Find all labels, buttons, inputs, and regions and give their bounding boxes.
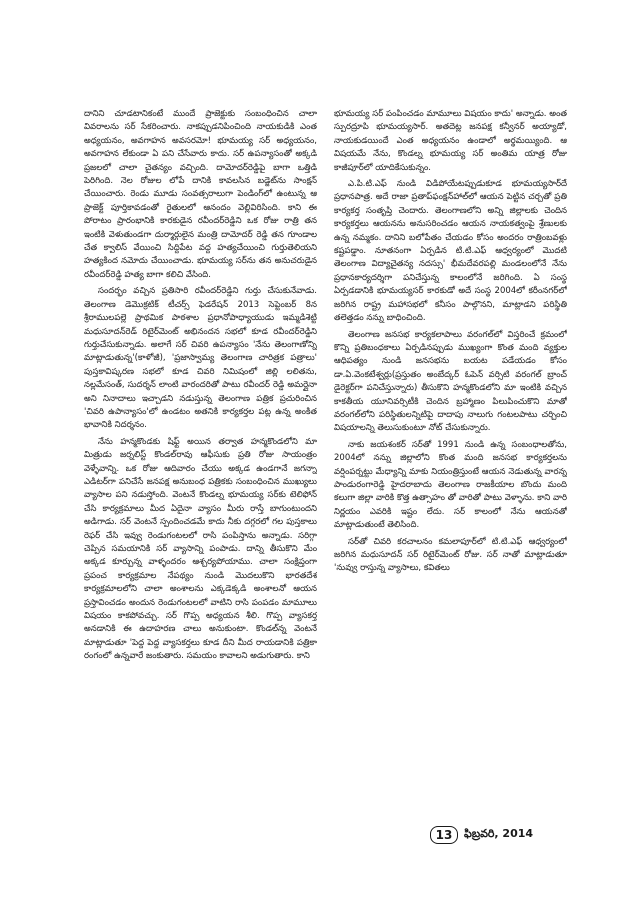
article-paragraph: సందర్భం వచ్చిన ప్రతిసారి రవీందర్‌రెడ్డిని గుర్తు చేసుకునేవాడు. తెలంగాణ డెమొక్రటిక్ టీచర్స్ ఫెడరేషన్ 2013 సెప్టెంబర్ 8న శ్రీరాములపల్లె ప్రాథమిక పాఠశాల ప్రధానోపాధ్యాయుడు ఇమ్మడిశెట్టి మధుసూదన్‌రెడ్ రిటైర్‌మెంట్ అభినందన సభలో కూడ రవీందర్‌రెడ్డిని గుర్తుచేసుకున్నాడు. అలాగే సర్ చివరి ఉపన్యాసం 'నేను తెలంగాణోన్ని మాట్లాడుతున్న'(కాళోజీ), 'ప్రజాస్వామ్య తెలంగాణ చారిత్రక పత్రాలు' పుస్తకావిష్కరణ సభలో కూడ చివరి నిమిషంలో జిల్లి లలితను, నల్లమేసంత్, సుదర్శన్ లాంటి వారందరితో పాటు రవీందర్ రెడ్డి అమర్లైనా అని నినాదాలు ఇచ్చాడని నడుస్తున్న తెలంగాణ పత్రిక ప్రచురించిన 'చివరి ఉపాన్యాసం'లో ఉండటం అతనికి కార్యకర్తల పట్ల ఉన్న అంకిత భావానికి నిదర్శనం. bbox=[84, 286, 317, 431]
left-text-column bbox=[84, 108, 317, 820]
article-paragraph: ఎ.పి.టి.ఎఫ్ నుండి విడిపోయేటప్పుడుకూడ భూమయ్యసార్‌దే ప్రధానపాత్ర. అదే రాజా ప్రతాప్‌ఫంక్షన్‌హాల్‌లో ఆయన పెట్టిన చర్చతో ప్రతి కార్యకర్త సంతృప్తి చెందారు. తెలంగాణలోని అన్ని జిల్లాలకు చెందిన కార్యకర్తలు ఆయనను అనుసరించడం ఆయన నాయకత్వంపై శ్రేణులకు ఉన్న నమ్మకం. దానిని బలోపేతం చేయడం కోసం అందరం రాత్రింబవళ్లు కష్టపడ్డాం. నూతనంగా ఏర్పడిన టి.టి.ఎఫ్ ఆధ్వర్యంలో మొదటి తెలంగాణ విద్యాచైతన్య నదస్సు' భీమదేవరపల్లి మండలంలోనే నేను ప్రధానకార్యదర్శిగా పనిచేస్తున్న కాలంలోనే జరిగింది. ఏ సంస్థ ఏర్పడడానికి భూమయ్యసర్ కారకుడో అదే సంస్థ 2004లో కరీంనగర్‌లో జరిగిన రాష్ట్ర మహాసభలో కనీసం పాల్గొనని, మాట్లాడని పరిస్థితి తలెత్తడం నన్ను బాధించింది. bbox=[334, 179, 567, 324]
article-paragraph: భూమయ్య సర్ పంపించడం మామూలు విషయం కాదు' అన్నాడు. అంత స్పురద్రూపి భూమయ్యసార్. అతదెట్ల జనపక్ష కన్వీనర్ అయ్యాడో, నాయకుడయిందే ఎంత అధ్యయనం ఉండాలో అర్థమయ్యింది. ఆ విషయమే నేను, కొండల్న భూమయ్య సర్ అంతిమ యాత్ర రోజు కాజీపూర్‌లో యాదికేసుకున్నం. bbox=[334, 109, 567, 173]
page-number: 13 bbox=[430, 826, 458, 844]
page-footer bbox=[430, 826, 533, 844]
article-paragraph: నేను హన్మకొండకు షిఫ్ట్ అయిన తర్వాత హన్మకొండలోని మా మిత్రుడు జర్నలిస్ట్ కొండల్‌రావు ఆఫీసుకు ప్రతి రోజు సాయంత్రం వెళ్ళేవాన్ని. ఒక రోజు ఆదివారం చేయు అక్కడ ఉండగానే జగన్నా ఎడిటర్‌గా పనిచేసే జనపక్ష అనుబంధ పత్రికకు సంబంధించిన ముఖ్యులు వ్యాసాల పని నడుస్తోంది. వెంటనే కొండల్న భూమయ్య సర్‌కు టెలిఫోన్ చేసి కార్యక్రమాలు మీద ఏదైనా వ్యాసం మీరు రాస్తే బాగుంటుందని అడిగాడు. సర్ వెంటనే స్పందించడమే కాదు నీకు దగ్గరలో గల పుస్తకాలు రెఫర్ చేసి ఇవ్వు రెండుగంటలలో రాసి పంపిస్తాను అన్నాడు. సరిగ్గా చెప్పిన సమయానికి సర్ వ్యాసాన్ని పంపాడు. దాన్ని తీసుకొని మేం అక్కడ కూర్చున్న వాళ్ళందరం ఆశ్చర్యపోయాము. చాలా సంక్షిప్తంగా ప్రపంచ కార్యక్రమాల నేపథ్యం నుండి మొదలుకొని భారతదేశ కార్యక్రమాలలోని చాలా అంశాలను ఎక్కడెక్కడి అంశాలనో ఆయన ప్రస్తావించడం అందున రెండుగంటలలో వాటిని రాసి పంపడం మామూలు విషయం కాకపోవచ్చు. సర్ గొప్ప అధ్యయన శీలి. గొప్ప వ్యాసకర్త అనడానికి ఈ ఉదాహరణ చాలు అనుకుంటా. కొండల్‌న్న వెంటనే మాట్లాడుతూ 'పెద్ద పెద్ద వ్యాసకర్తలు కూడ దీని మీద రాయడానికి పత్రికా రంగంలో ఉన్నవారే జంకుతారు. సమయం కావాలని అడుగుతారు. కాని bbox=[84, 436, 317, 662]
issue-date: ఫిబ్రవరి, 2014 bbox=[464, 827, 534, 840]
article-paragraph: నాకు జయశంకర్ సర్‌తో 1991 నుండి ఉన్న సంబంధాలతోను, 2004లో నన్ను జిల్లాలోని కొంత మంది జనసభ కార్యకర్తలను వర్షింపర్నట్టు మేధ్యాన్ని మాకు నియంత్రిస్తుంటే ఆయన నెడుతున్న వారన్న పాండురంగారెడ్డి హైదరాబాదు తెలంగాణ రాజకీయాల బొందు మంది కలుగా జిల్లా వారికి కొత్త ఉత్సాహం తో వారితో పాటు వెళ్ళాను. కాని వారి నిర్ణయం ఎవరికి ఇష్టం లేదు. సర్ కాలంలో నేను ఆయనతో మాట్లాడుతుంటే తెలిసింది. bbox=[334, 439, 567, 531]
article-paragraph: సర్‌తో చివరి కరచాలనం కమలాపూర్‌లో టి.టి.ఎఫ్ ఆధ్వర్యంలో జరిగిన మధుసూదన్ సర్ రిటైర్‌మెంట్ రోజు. సర్ నాతో మాట్లాడుతూ 'నువ్వు రాస్తున్న వ్యాసాలు, కవితలు bbox=[334, 536, 567, 574]
right-text-column bbox=[334, 108, 567, 820]
article-paragraph: తెలంగాణ జనసభ కార్యకలాపాలు వరంగల్‌లో విస్తరించే క్రమంలో కొన్ని ప్రతిబంధకాలు ఏర్పడినప్పుడు ముఖ్యంగా కొంత మంది వ్యక్తుల ఆధిపత్యం నుండి జనసభను బయట పడేయడం కోసం డా.ఏ.వెంకటేశ్వర్లు(ప్రస్తుతం అంబేద్కర్ ఓపెన్ వర్సిటి వరంగల్ బ్రాంచ్ డైరెక్టర్‌గా పనిచేస్తున్నారు) తీసుకొని హన్మకొండలోని మా ఇంటికి వచ్చిన కాకతీయ యూనివర్సిటీకి చెందిన బ్రహ్మాణం పిలుపించుకొని మాతో వరంగల్‌లోని పరిస్థితులన్నిటిపై దాదాపు నాలుగు గంటలపాటు చర్చించి విషయాలన్ని తెలుసుకుంటూ నోట్ చేసుకున్నారు. bbox=[334, 329, 567, 434]
article-paragraph: దానిని చూడటానికంటే ముందే ప్రాజెక్టుకు సంబంధించిన చాలా వివరాలను సర్ సేకరించారు. నాకప్పుడనిపించింది నాయకుడికి ఎంత అధ్యయనం, అవగాహన అవసరమో! భూమయ్య సర్ అధ్యయనం, అవగాహన లేకుండా ఏ పని చేసేవారు కాదు. సర్ ఉపన్యాసంతో అక్కడి ప్రజలలో చాలా చైతన్యం వచ్చింది. దామోదర్‌రెడ్డిపై బాగా ఒత్తిడి పెరిగింది. నెల రోజుల లోపే దానికి కావలసిన బడ్జెట్‌ను సాంక్షన్ చేయించారు. రెండు మూడు సంవత్సరాలుగా పెండింగ్‌లో ఉంటున్న ఆ ప్రాజెక్ట్ పూర్తికావడంతో రైతులలో ఆనందం వెల్లివిరిసింది. కాని ఈ పోరాటం ప్రారంభానికి కారకుడైన రవీందర్‌రెడ్డిని ఒక రోజు రాత్రి తన ఇంటికి వెళుతుండగా దుర్మార్గులైన మంత్రి దామోదర్ రెడ్డి తన గూండాల చేత క్వాలిస్ వేయించి సిద్దిపేట వద్ద హత్యచేయించి గుర్తుతెలియని హత్యకింద నమోదు చేయించాడు. భూమయ్య సర్‌ను తన అనుచరుడైన రవీందర్‌రెడ్డి హత్య బాగా కలిచి వేసింది. bbox=[84, 109, 317, 280]
